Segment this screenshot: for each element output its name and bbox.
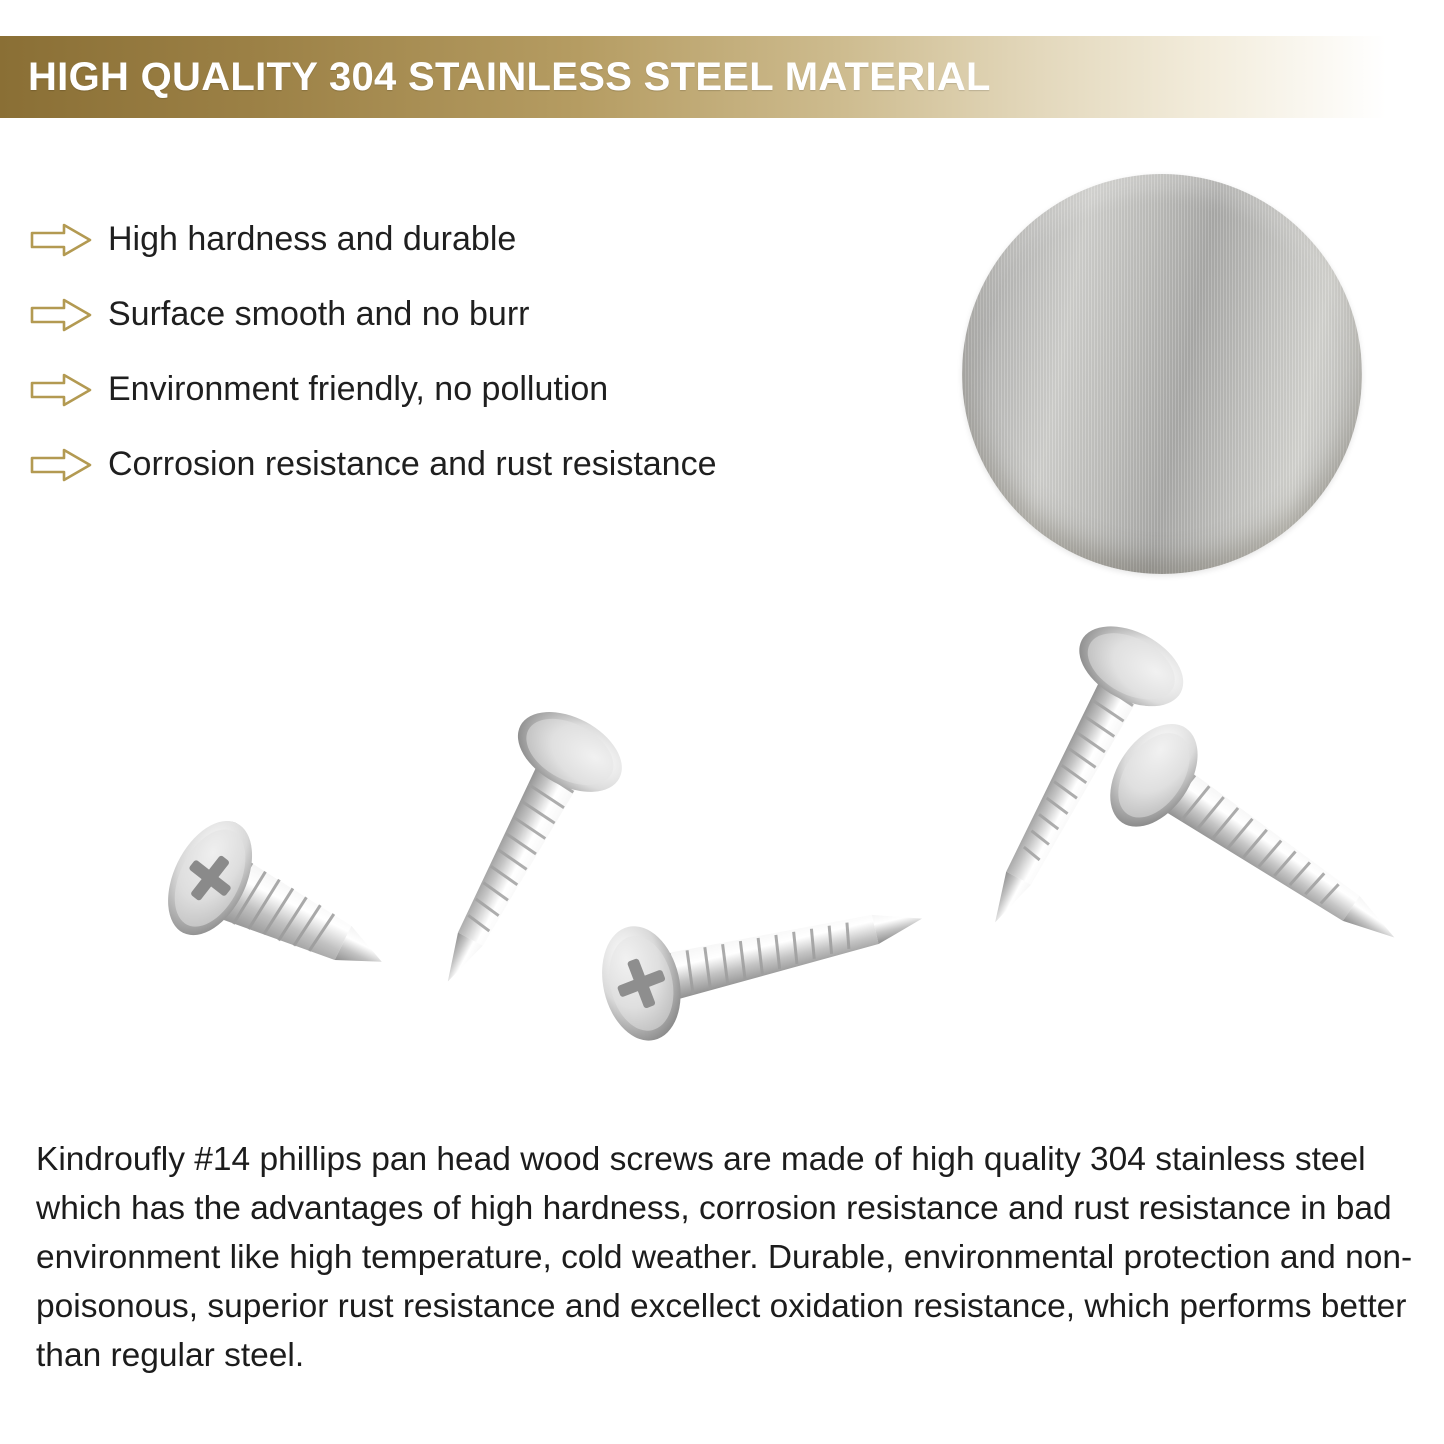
list-item bbox=[30, 352, 870, 427]
product-description: Kindroufly #14 phillips pan head wood screws are made of high quality 304 stainless steel which has the advantages of high hardness, corrosion resistance and rust resistance in bad environment like high temperature, cold weather. Durable, environmental protection and non-poisonous, superior rust resistance and excellect oxidation resistance, which performs better than regular steel. bbox=[36, 1141, 1413, 1374]
banner-title: HIGH QUALITY 304 STAINLESS STEEL MATERIAL bbox=[28, 54, 991, 99]
screw-item bbox=[1070, 700, 1444, 1000]
list-item bbox=[30, 427, 870, 502]
arrow-right-outline-icon bbox=[30, 373, 92, 407]
feature-list bbox=[30, 202, 870, 502]
brushed-metal-circle bbox=[962, 174, 1362, 574]
feature-label: Corrosion resistance and rust resistance bbox=[108, 445, 717, 484]
feature-label: Surface smooth and no burr bbox=[108, 295, 530, 334]
arrow-right-outline-icon bbox=[30, 223, 92, 257]
stainless-steel-disc-image bbox=[962, 174, 1362, 574]
arrow-right-outline-icon bbox=[30, 448, 92, 482]
feature-label: Environment friendly, no pollution bbox=[108, 370, 609, 409]
list-item bbox=[30, 277, 870, 352]
header-banner bbox=[0, 36, 1444, 118]
arrow-right-outline-icon bbox=[30, 298, 92, 332]
screws-product-image bbox=[60, 600, 1440, 1070]
feature-label: High hardness and durable bbox=[108, 220, 517, 259]
list-item bbox=[30, 202, 870, 277]
